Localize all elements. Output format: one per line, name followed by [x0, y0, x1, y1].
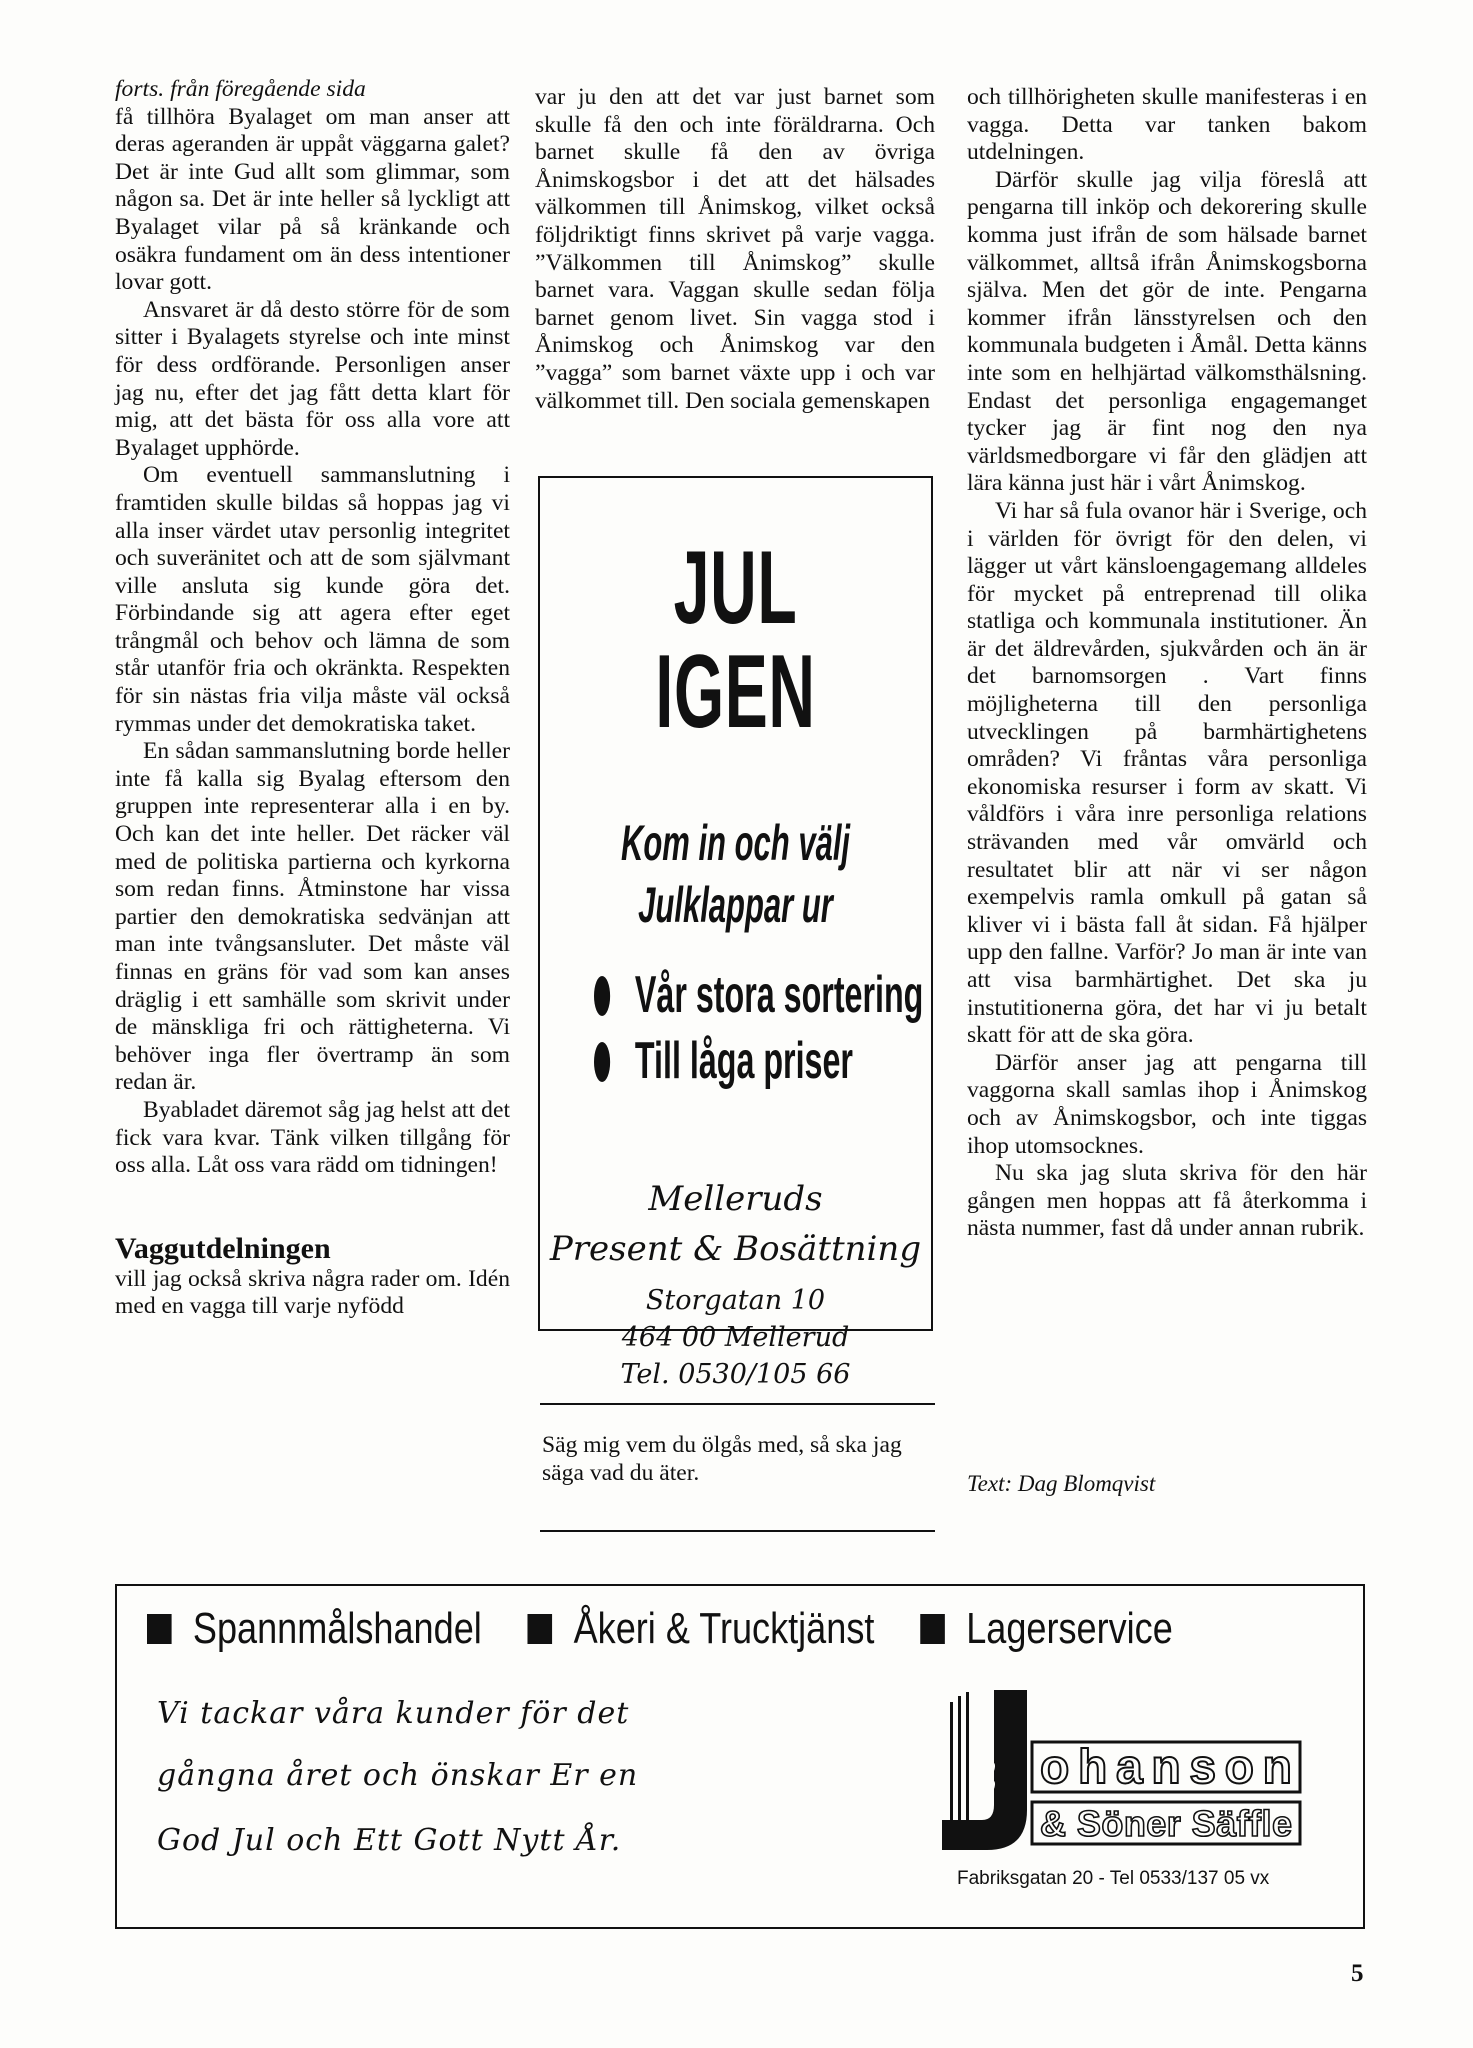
article-column-2: [535, 84, 935, 415]
square-bullet-icon: [147, 1614, 172, 1644]
svg-text:ohanson: ohanson: [1040, 1741, 1292, 1794]
author-signature: Text: Dag Blomqvist: [967, 1471, 1156, 1496]
bullet-icon: [594, 976, 610, 1016]
quote-box: Säg mig vem du ölgås med, så ska jag säga vad du äter.: [542, 1432, 902, 1486]
shop-city: 464 00 Mellerud: [621, 1322, 850, 1353]
square-bullet-icon: [920, 1614, 945, 1644]
shop-name-line-2: Present & Bosättning: [549, 1229, 922, 1269]
ad-bullet-item: Vår stora sortering: [594, 962, 836, 1028]
divider: [540, 1403, 935, 1405]
service-item: Lagerservice: [920, 1604, 1172, 1654]
johanson-advertisement: [115, 1584, 1365, 1929]
paragraph: En sådan sammanslutning borde heller inte få kalla sig Byalag eftersom den gruppen inte representerar alla i en by. Och kan det inte heller. Det räcker väl med de politiska partierna och kyrkorna som redan finns. Åtminstone har vissa partier den demokratiska sedvänjan att man inte tvångsansluter. Det måste väl finnas en gräns för vad som kan anses dräglig i ett samhälle som skrivit under de mänskliga fri och rättigheterna. Vi behöver inga fler övertramp än som redan är.: [115, 738, 510, 1096]
paragraph: Nu ska jag sluta skriva för den här gången men hoppas att få återkomma i nästa nummer, fast då under annan rubrik.: [967, 1160, 1367, 1242]
paragraph: var ju den att det var just barnet som skulle få den och inte föräldrarna. Och barnet skulle få den av övriga Ånimskogsbor i det att det hälsades välkommen till Ånimskog, vilket också följdriktigt finns skrivet på varje vagga. ”Välkommen till Ånimskog” skulle barnet vara. Vaggan skulle sedan följa barnet genom livet. Sin vagga stod i Ånimskog och Ånimskog var den ”vagga” som barnet växte upp i och var välkommet till. Den sociala gemenskapen: [535, 84, 935, 414]
paragraph: Om eventuell sammanslutning i framtiden skulle bildas så hoppas jag vi alla inser värdet utav personlig integritet och suveränitet och att de som självmant ville ansluta sig kunde göra det. Förbindande sig att agera efter eget trångmål och behov och lämna de som står utanför fria och okränkta. Respekten för sin nästas fria vilja måste väl också rymmas under det demokratiska taket.: [115, 462, 510, 737]
shop-street: Storgatan 10: [645, 1285, 826, 1316]
shop-phone: Tel. 0530/105 66: [620, 1359, 851, 1390]
square-bullet-icon: [528, 1614, 553, 1644]
page-number: 5: [1351, 1960, 1364, 1987]
greeting-line-1: Vi tackar våra kunder för det: [157, 1696, 630, 1731]
divider: [540, 1530, 935, 1532]
ad-bullet-item: Till låga priser: [594, 1028, 836, 1094]
wheat-icon: [942, 1690, 1027, 1850]
section-heading: Vaggutdelningen: [115, 1231, 331, 1265]
article-column-3: [967, 84, 1367, 1243]
service-item: Åkeri & Trucktjänst: [528, 1604, 875, 1654]
ad-subtitle-line-2: Julklappar ur: [638, 877, 833, 933]
bullet-icon: [594, 1042, 610, 1082]
ad-title: JUL IGEN: [655, 530, 816, 750]
continued-note: forts. från föregående sida: [115, 76, 366, 102]
ad-subtitle-line-1: Kom in och välj: [620, 815, 851, 871]
paragraph: vill jag också skriva några rader om. Idén med en vagga till varje nyfödd: [115, 1265, 510, 1320]
company-address: Fabriksgatan 20 - Tel 0533/137 05 vx: [957, 1868, 1270, 1889]
paragraph: Byabladet däremot såg jag helst att det fick vara kvar. Tänk vilken tillgång för oss alla. Låt oss vara rädd om tidningen!: [115, 1096, 510, 1179]
jul-igen-advertisement: [538, 476, 933, 1390]
paragraph: Vi har så fula ovanor här i Sverige, och i världen för övrigt för den delen, vi lägger ut vårt känsloengagemang alldeles för mycket på entreprenad till olika statliga och kommunala institutioner. Än är det äldrevården, sjukvården och än är det barnomsorgen . Vart finns möjligheterna till den personliga utvecklingen på barmhärtighetens områden? Vi fråntas våra personliga ekonomiska resurser i form av skatt. Vi våldförs i våra inre personliga relations strävanden med vår omvärld och resultatet blir att när vi ser någon exempelvis ramla omkull på gatan så kliver vi i bästa fall åt sidan. Få hjälper upp den fallne. Varför? Jo man är inte van att visa barmhärtighet. Det ska ju instutitionerna göra, det har vi ju betalt skatt för att de ska göra.: [967, 497, 1367, 1049]
greeting-line-3: God Jul och Ett Gott Nytt År.: [157, 1823, 622, 1858]
greeting-line-2: gångna året och önskar Er en: [157, 1758, 639, 1793]
shop-name-line-1: Melleruds: [648, 1179, 823, 1219]
article-column-1: [115, 76, 510, 1321]
paragraph: Ansvaret är då desto större för de som sitter i Byalagets styrelse och inte minst för dess ordförande. Personligen anser jag nu, efter det jag fått detta klart för mig, att det bästa för oss alla vore att Byalaget upphörde.: [115, 296, 510, 461]
services-list: [147, 1604, 1219, 1654]
service-item: Spannmålshandel: [147, 1604, 482, 1654]
svg-text:& Söner Säffle: & Söner Säffle: [1040, 1803, 1292, 1844]
paragraph: få tillhöra Byalaget om man anser att deras ageranden är uppåt väggarna galet? Det är inte Gud allt som glimmar, som någon sa. Det är inte heller så lyckligt att Byalaget vilar på så kränkande och osäkra fundament om än dess intentioner lovar gott.: [115, 103, 510, 296]
paragraph: Därför anser jag att pengarna till vaggorna skall samlas ihop i Ånimskog och av Ånimskogsbor, och inte tiggas ihop utomsocknes.: [967, 1049, 1367, 1159]
paragraph: Därför skulle jag vilja föreslå att pengarna till inköp och dekorering skulle komma just ifrån de som hälsade barnet välkommet, alltså ifrån Ånimskogsborna själva. Men det gör de inte. Pengarna kommer ifrån länsstyrelsen och den kommunala budgeten i Åmål. Detta känns inte som en helhjärtad välkomsthälsning. Endast det personliga engagemanget tycker jag är fint nog den nya världsmedborgare vi får den glädjen att lära känna just här i vårt Ånimskog.: [967, 166, 1367, 497]
paragraph: och tillhörigheten skulle manifesteras i en vagga. Detta var tanken bakom utdelningen.: [967, 84, 1367, 166]
johanson-logo: [932, 1680, 1302, 1855]
